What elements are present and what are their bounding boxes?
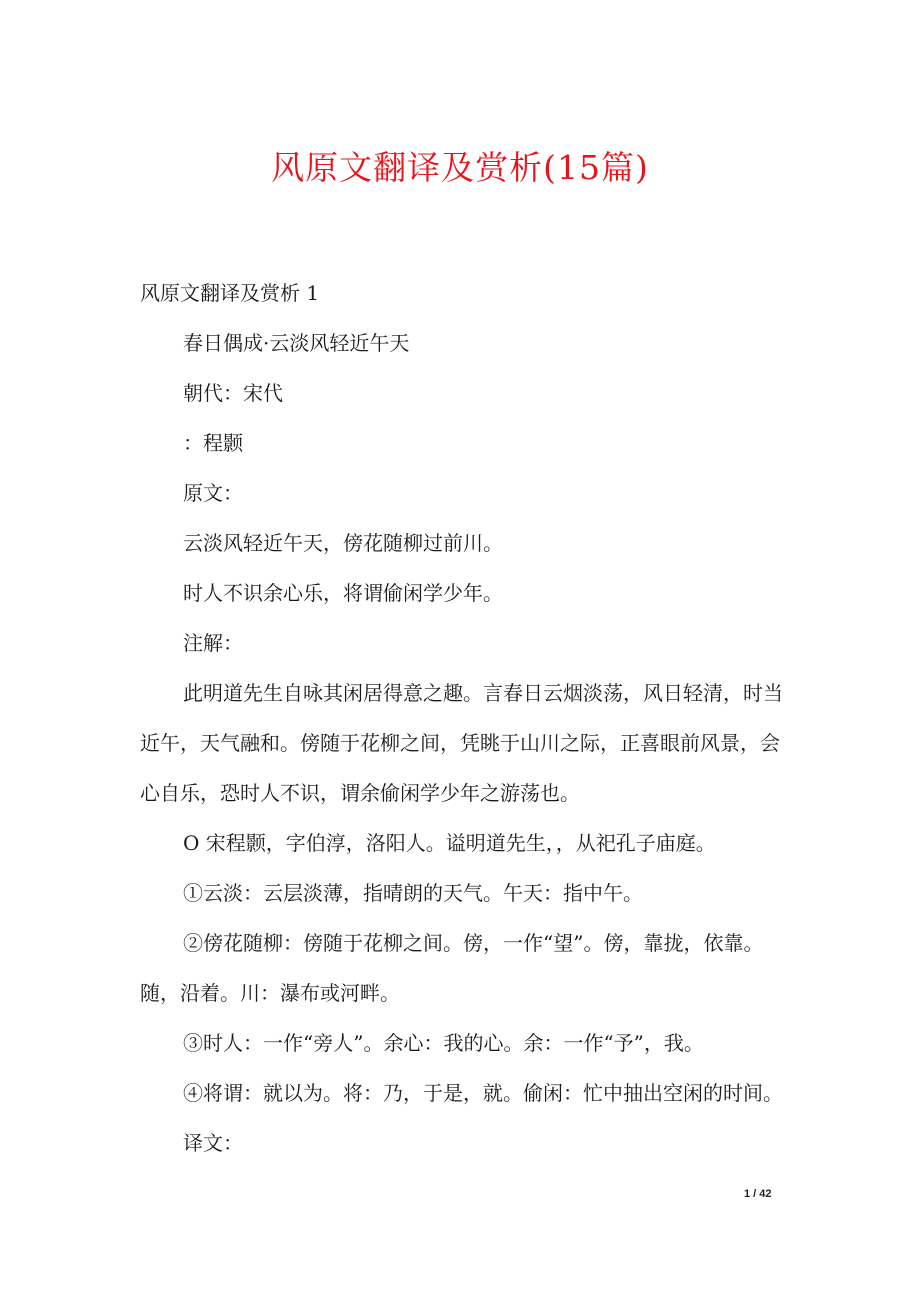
note-item: ④将谓：就以为。将：乃，于是，就。偷闲：忙中抽出空闲的时间。 [183,1081,783,1105]
dynasty-line: 朝代：宋代 [183,381,283,405]
annotation-label: 注解： [183,631,243,655]
note-item: ③时人：一作“旁人”。余心：我的心。余：一作“予”，我。 [183,1031,704,1055]
note-item: ①云淡：云层淡薄，指晴朗的天气。午天：指中午。 [183,881,643,905]
original-text-label: 原文： [183,481,243,505]
author-line: ：程颢 [183,431,243,455]
note-item: ②傍花随柳：傍随于花柳之间。傍，一作“望”。傍，靠拢，依靠。随，沿着。川：瀑布或河畔。 [140,931,764,1005]
document-body [140,268,785,1168]
poem-line: 云淡风轻近午天，傍花随柳过前川。 [183,531,503,555]
translation-label: 译文： [183,1131,243,1155]
section-heading: 风原文翻译及赏析 1 [140,281,320,305]
poem-title: 春日偶成·云淡风轻近午天 [183,331,410,355]
annotation-paragraph: 此明道先生自咏其闲居得意之趣。言春日云烟淡荡，风日轻清，时当近午，天气融和。傍随于花柳之间，凭眺于山川之际，正喜眼前风景，会心自乐，恐时人不识，谓余偷闲学少年之游荡也。 [140,681,783,805]
page-number: 1 / 42 [744,1188,772,1200]
poem-line: 时人不识余心乐，将谓偷闲学少年。 [183,581,503,605]
document-title: 风原文翻译及赏析(15篇) [271,148,649,187]
author-note: O 宋程颢，字伯淳，洛阳人。谥明道先生，，从祀孔子庙庭。 [183,831,716,855]
